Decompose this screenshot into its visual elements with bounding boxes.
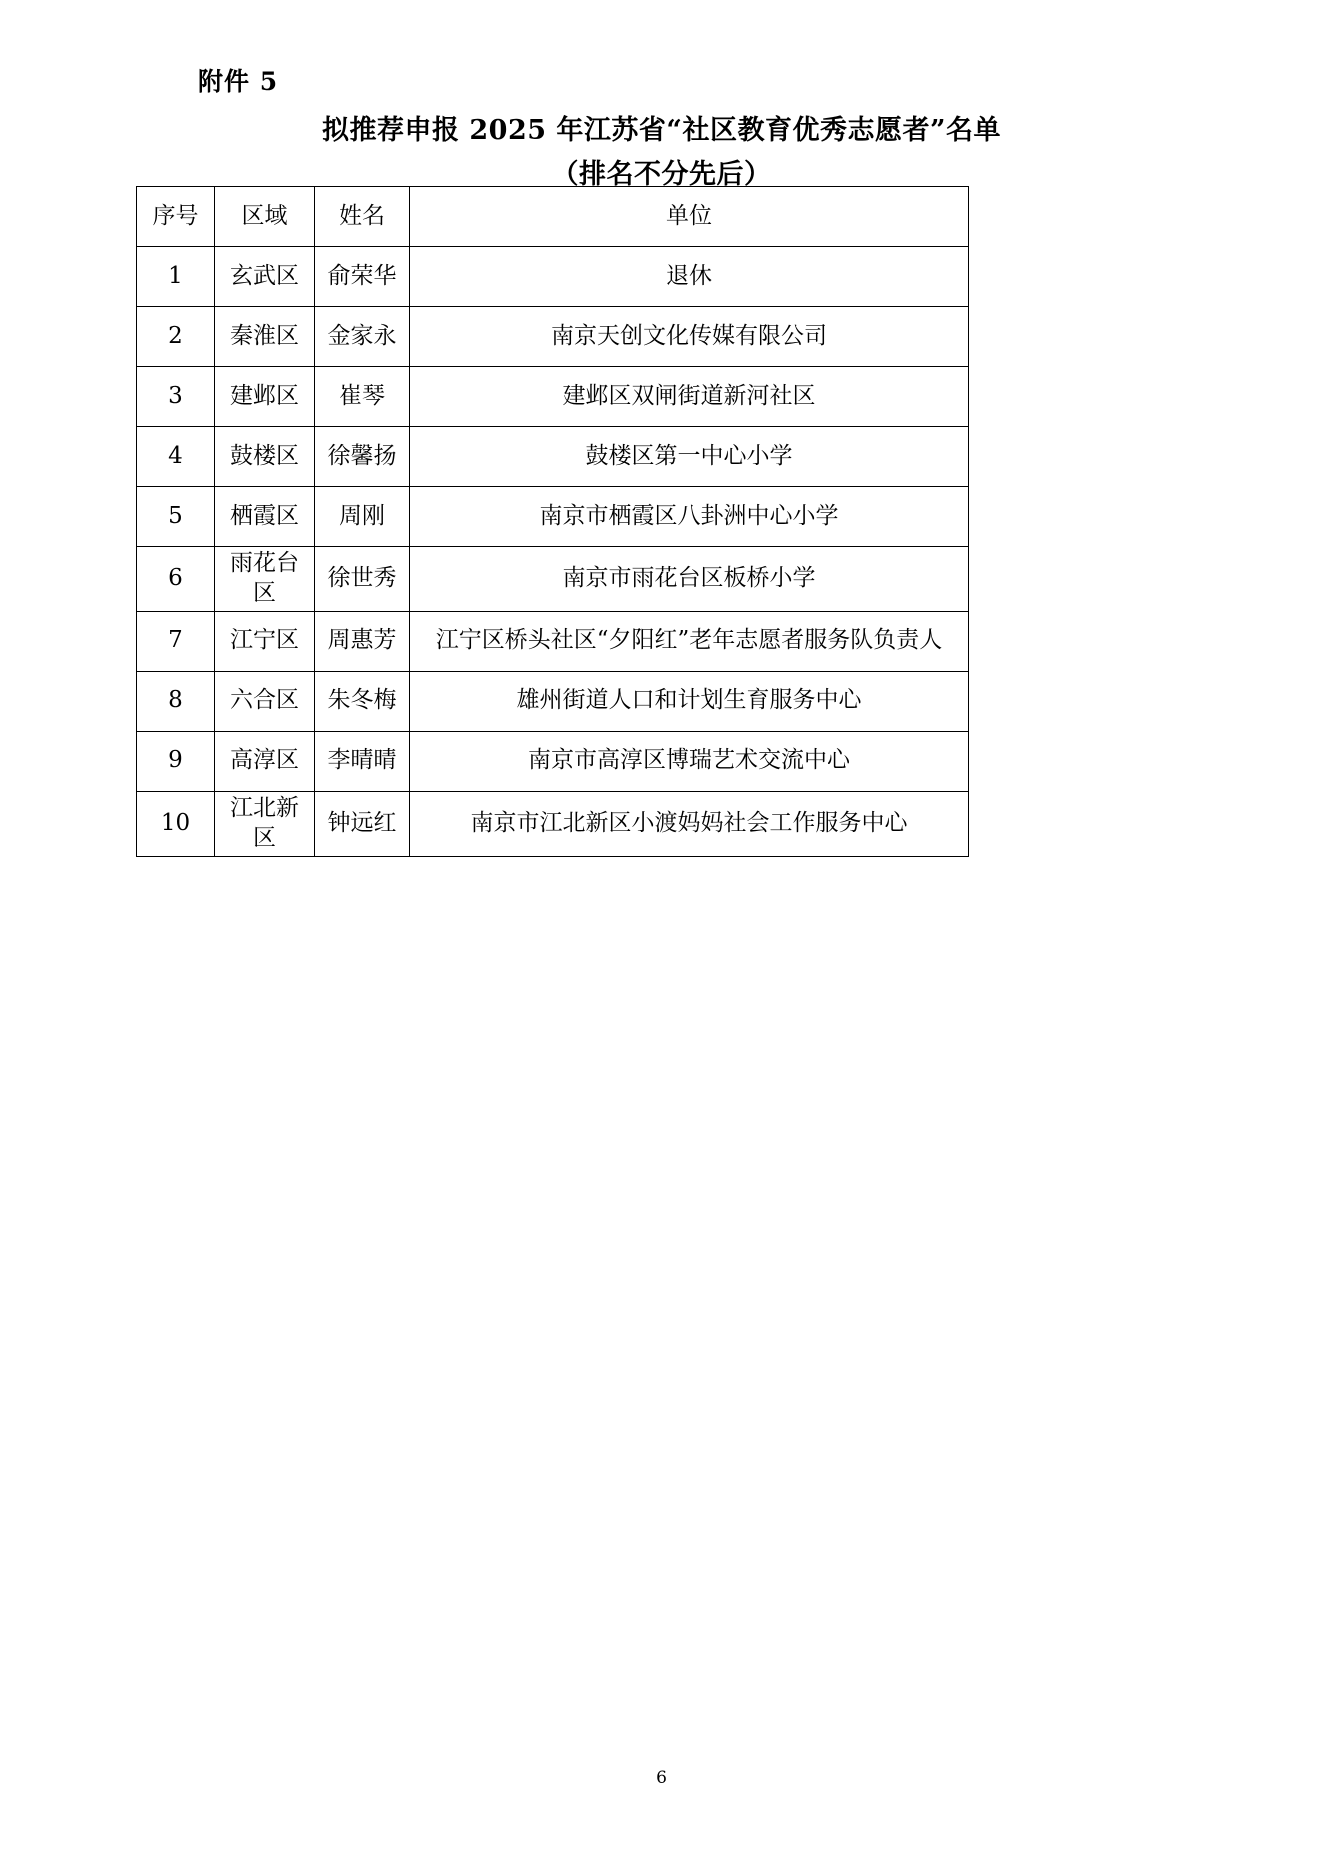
attachment-label: 附件 5 xyxy=(198,67,279,96)
cell-index: 7 xyxy=(137,611,215,671)
cell-name: 徐馨扬 xyxy=(315,427,410,487)
cell-area: 栖霞区 xyxy=(215,487,315,547)
page-number: 6 xyxy=(656,1768,667,1788)
cell-area: 秦淮区 xyxy=(215,307,315,367)
column-header-area: 区域 xyxy=(215,187,315,247)
cell-area: 六合区 xyxy=(215,671,315,731)
cell-name: 周刚 xyxy=(315,487,410,547)
table-row xyxy=(137,547,969,612)
table-row xyxy=(137,731,969,791)
cell-unit: 南京天创文化传媒有限公司 xyxy=(410,307,969,367)
page-subtitle: （排名不分先后） xyxy=(551,159,772,190)
cell-area: 雨花台区 xyxy=(215,547,315,612)
cell-area: 高淳区 xyxy=(215,731,315,791)
cell-name: 俞荣华 xyxy=(315,247,410,307)
table-row xyxy=(137,611,969,671)
roster-table-container xyxy=(136,186,968,857)
roster-table xyxy=(136,186,969,857)
cell-unit: 雄州街道人口和计划生育服务中心 xyxy=(410,671,969,731)
table-row xyxy=(137,307,969,367)
cell-name: 周惠芳 xyxy=(315,611,410,671)
cell-name: 朱冬梅 xyxy=(315,671,410,731)
cell-unit: 鼓楼区第一中心小学 xyxy=(410,427,969,487)
column-header-index: 序号 xyxy=(137,187,215,247)
cell-area: 玄武区 xyxy=(215,247,315,307)
cell-index: 5 xyxy=(137,487,215,547)
cell-unit: 南京市雨花台区板桥小学 xyxy=(410,547,969,612)
table-row xyxy=(137,487,969,547)
cell-area: 江宁区 xyxy=(215,611,315,671)
cell-name: 金家永 xyxy=(315,307,410,367)
page-title: 拟推荐申报 2025 年江苏省“社区教育优秀志愿者”名单 xyxy=(321,115,1001,146)
cell-unit: 南京市栖霞区八卦洲中心小学 xyxy=(410,487,969,547)
table-row xyxy=(137,247,969,307)
cell-area: 建邺区 xyxy=(215,367,315,427)
cell-index: 8 xyxy=(137,671,215,731)
table-row xyxy=(137,791,969,856)
table-row xyxy=(137,671,969,731)
cell-index: 2 xyxy=(137,307,215,367)
cell-unit: 退休 xyxy=(410,247,969,307)
column-header-name: 姓名 xyxy=(315,187,410,247)
table-header-row xyxy=(137,187,969,247)
cell-index: 6 xyxy=(137,547,215,612)
cell-name: 崔琴 xyxy=(315,367,410,427)
table-row xyxy=(137,427,969,487)
cell-name: 徐世秀 xyxy=(315,547,410,612)
cell-unit: 江宁区桥头社区“夕阳红”老年志愿者服务队负责人 xyxy=(410,611,969,671)
cell-area: 江北新区 xyxy=(215,791,315,856)
cell-unit: 南京市高淳区博瑞艺术交流中心 xyxy=(410,731,969,791)
cell-index: 3 xyxy=(137,367,215,427)
cell-area: 鼓楼区 xyxy=(215,427,315,487)
column-header-unit: 单位 xyxy=(410,187,969,247)
cell-index: 1 xyxy=(137,247,215,307)
table-row xyxy=(137,367,969,427)
cell-index: 10 xyxy=(137,791,215,856)
cell-unit: 南京市江北新区小渡妈妈社会工作服务中心 xyxy=(410,791,969,856)
cell-index: 4 xyxy=(137,427,215,487)
cell-index: 9 xyxy=(137,731,215,791)
cell-name: 李晴晴 xyxy=(315,731,410,791)
cell-unit: 建邺区双闸街道新河社区 xyxy=(410,367,969,427)
cell-name: 钟远红 xyxy=(315,791,410,856)
